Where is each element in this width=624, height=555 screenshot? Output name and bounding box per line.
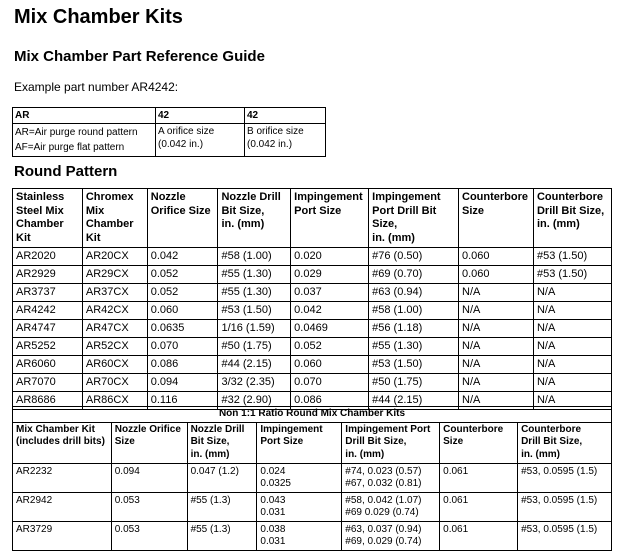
table-cell: AR47CX — [82, 320, 147, 338]
table-cell — [187, 463, 257, 492]
table-cell: N/A — [459, 392, 534, 410]
reference-header-row — [13, 108, 326, 124]
reference-header-a: 42 — [156, 108, 245, 124]
table-cell: N/A — [533, 392, 611, 410]
non-ratio-table-title: Non 1:1 Ratio Round Mix Chamber Kits — [13, 407, 612, 423]
table-cell: 0.020 — [291, 248, 369, 266]
table-cell: 0.060 — [147, 302, 218, 320]
table-cell: #53 (1.50) — [533, 266, 611, 284]
table-cell: 0.042 — [147, 248, 218, 266]
column-header-line: Port Drill Bit — [372, 204, 437, 217]
column-header-line: Mix — [85, 204, 105, 217]
round-table-body — [13, 248, 612, 410]
table-cell: 0.042 — [291, 302, 369, 320]
column-header-line: Nozzle — [150, 191, 186, 203]
table-cell: N/A — [459, 302, 534, 320]
table-cell: AR70CX — [82, 374, 147, 392]
reference-row — [13, 124, 326, 157]
column-header — [518, 422, 612, 463]
column-header-line: (includes drill bits) — [16, 436, 105, 447]
table-cell: N/A — [459, 320, 534, 338]
table-cell: AR86CX — [82, 392, 147, 410]
table-cell-line: 0.031 — [260, 507, 286, 518]
table-cell: N/A — [459, 284, 534, 302]
table-cell: AR2020 — [13, 248, 83, 266]
column-header-line: in. (mm) — [372, 231, 415, 244]
column-header-line: Counterbore — [536, 191, 603, 203]
column-header — [13, 189, 83, 248]
table-cell: #76 (0.50) — [369, 248, 459, 266]
table-row — [13, 374, 612, 392]
table-cell: #58 (1.00) — [369, 302, 459, 320]
table-cell — [440, 463, 518, 492]
round-header-row — [13, 189, 612, 248]
column-header-line: Nozzle Drill — [190, 423, 245, 435]
table-cell: #55 (1.30) — [218, 284, 291, 302]
column-header-line: in. (mm) — [521, 448, 560, 460]
table-cell-line: 0.053 — [114, 523, 140, 535]
table-cell-line: #55 (1.3) — [190, 494, 231, 506]
reference-a-line: (0.042 in.) — [158, 139, 204, 150]
column-header — [218, 189, 291, 248]
table-cell-line: #63, 0.037 (0.94) — [345, 523, 422, 535]
table-cell: 3/32 (2.35) — [218, 374, 291, 392]
column-header — [111, 422, 187, 463]
table-cell: 0.086 — [147, 356, 218, 374]
table-cell: 0.060 — [291, 356, 369, 374]
table-cell — [342, 463, 440, 492]
table-cell: AR20CX — [82, 248, 147, 266]
table-cell: N/A — [533, 302, 611, 320]
table-cell: #53 (1.50) — [533, 248, 611, 266]
column-header — [257, 422, 342, 463]
table-cell: N/A — [459, 374, 534, 392]
table-cell — [187, 492, 257, 521]
round-pattern-heading: Round Pattern — [14, 163, 118, 180]
table-cell-line: AR2942 — [16, 494, 53, 506]
table-cell: #44 (2.15) — [218, 356, 291, 374]
table-cell: #53 (1.50) — [218, 302, 291, 320]
column-header — [187, 422, 257, 463]
table-cell — [111, 492, 187, 521]
table-cell: AR4747 — [13, 320, 83, 338]
table-cell-line: #67, 0.032 (0.81) — [345, 478, 422, 489]
table-cell: 0.060 — [459, 266, 534, 284]
table-cell — [342, 521, 440, 550]
reference-a-cell — [156, 124, 245, 157]
column-header-line: in. (mm) — [536, 218, 580, 230]
table-cell: 0.070 — [291, 374, 369, 392]
table-row — [13, 463, 612, 492]
column-header — [342, 422, 440, 463]
column-header-line: Drill Bit Size, — [521, 436, 583, 447]
table-row — [13, 302, 612, 320]
reference-prefix-cell — [13, 124, 156, 157]
table-cell: #55 (1.30) — [369, 338, 459, 356]
table-cell: AR4242 — [13, 302, 83, 320]
reference-header-b: 42 — [245, 108, 326, 124]
column-header-line: Impingement — [372, 191, 441, 203]
reference-b-line: B orifice size — [247, 126, 304, 137]
table-row — [13, 320, 612, 338]
table-cell: #53 (1.50) — [369, 356, 459, 374]
section-title: Mix Chamber Part Reference Guide — [14, 48, 265, 65]
table-cell-line: AR2232 — [16, 465, 53, 477]
column-header-line: in. (mm) — [221, 218, 265, 230]
table-cell — [187, 521, 257, 550]
column-header-line: Steel Mix — [16, 204, 64, 217]
table-cell-line: #58, 0.042 (1.07) — [345, 494, 422, 506]
table-cell-line: #74, 0.023 (0.57) — [345, 465, 422, 477]
table-cell-line: 0.031 — [260, 536, 286, 547]
column-header — [13, 422, 112, 463]
column-header-line: Port Size — [294, 204, 342, 217]
column-header-line: Port Size — [260, 436, 304, 447]
table-cell — [518, 463, 612, 492]
table-cell: N/A — [533, 356, 611, 374]
table-cell — [440, 521, 518, 550]
column-header-line: Impingement — [294, 191, 363, 203]
table-cell-line: 0.061 — [443, 494, 469, 506]
table-cell — [111, 521, 187, 550]
column-header-line: Kit — [16, 231, 31, 244]
column-header-line: Impingement — [260, 423, 323, 435]
column-header-line: Counterbore — [443, 423, 504, 435]
column-header-line: Bit Size, — [190, 436, 230, 447]
column-header — [459, 189, 534, 248]
table-cell: 0.052 — [291, 338, 369, 356]
table-cell: #50 (1.75) — [218, 338, 291, 356]
table-cell — [342, 492, 440, 521]
table-cell — [13, 521, 112, 550]
table-row — [13, 521, 612, 550]
reference-b-cell — [245, 124, 326, 157]
column-header-line: Impingement Port — [345, 423, 431, 435]
table-cell-line: 0.094 — [114, 465, 140, 477]
table-cell: 0.029 — [291, 266, 369, 284]
table-cell — [518, 521, 612, 550]
table-cell: 0.0635 — [147, 320, 218, 338]
column-header-line: Drill Bit Size, — [536, 204, 605, 217]
column-header-line: Chamber — [16, 218, 64, 230]
table-row — [13, 248, 612, 266]
table-cell-line: 0.043 — [260, 494, 286, 506]
column-header-line: in. (mm) — [345, 448, 385, 460]
table-cell: AR29CX — [82, 266, 147, 284]
example-text: Example part number AR4242: — [14, 80, 179, 94]
table-cell — [518, 492, 612, 521]
column-header-line: Nozzle Drill — [221, 191, 281, 203]
reference-b-line: (0.042 in.) — [247, 139, 293, 150]
column-header-line: Orifice Size — [150, 204, 211, 217]
table-cell: AR52CX — [82, 338, 147, 356]
table-cell: #55 (1.30) — [218, 266, 291, 284]
table-cell-line: 0.047 (1.2) — [190, 465, 239, 477]
table-cell-line: 0.061 — [443, 523, 469, 535]
column-header-line: Counterbore — [521, 423, 582, 435]
table-cell — [13, 492, 112, 521]
table-cell: #50 (1.75) — [369, 374, 459, 392]
table-cell: #56 (1.18) — [369, 320, 459, 338]
column-header-line: Size — [462, 204, 485, 217]
table-cell: #58 (1.00) — [218, 248, 291, 266]
table-cell — [257, 521, 342, 550]
part-reference-table — [12, 107, 326, 157]
column-header-line: Drill Bit Size, — [345, 436, 407, 447]
column-header-line: Nozzle Orifice — [114, 423, 181, 435]
table-row — [13, 356, 612, 374]
table-row — [13, 284, 612, 302]
table-cell: N/A — [533, 284, 611, 302]
table-cell: #69 (0.70) — [369, 266, 459, 284]
column-header-line: Mix Chamber Kit — [16, 423, 95, 435]
table-cell-line: #69 0.029 (0.74) — [345, 507, 419, 518]
column-header-line: Bit Size, — [221, 204, 265, 217]
table-row — [13, 338, 612, 356]
table-cell-line: #53, 0.0595 (1.5) — [521, 523, 598, 535]
table-cell-line: #55 (1.3) — [190, 523, 231, 535]
table-cell: #63 (0.94) — [369, 284, 459, 302]
table-cell: AR37CX — [82, 284, 147, 302]
table-cell: AR2929 — [13, 266, 83, 284]
table-cell: 0.070 — [147, 338, 218, 356]
reference-a-line: A orifice size — [158, 126, 215, 137]
column-header-line: in. (mm) — [190, 448, 230, 460]
table-cell-line: 0.061 — [443, 465, 469, 477]
column-header — [440, 422, 518, 463]
column-header-line: Chromex — [85, 191, 134, 203]
table-cell: 0.037 — [291, 284, 369, 302]
table-cell: 1/16 (1.59) — [218, 320, 291, 338]
table-cell — [13, 463, 112, 492]
column-header-line: Chamber — [85, 218, 134, 230]
table-row — [13, 266, 612, 284]
reference-prefix-line: AF=Air purge flat pattern — [15, 142, 125, 153]
table-row — [13, 492, 612, 521]
reference-prefix-line: AR=Air purge round pattern — [15, 127, 138, 138]
non-ratio-table-body — [13, 463, 612, 550]
table-cell: N/A — [533, 374, 611, 392]
table-cell — [257, 463, 342, 492]
non-ratio-table — [12, 406, 612, 551]
round-pattern-table — [12, 188, 612, 410]
column-header — [533, 189, 611, 248]
table-cell: AR3737 — [13, 284, 83, 302]
column-header — [291, 189, 369, 248]
table-cell: AR7070 — [13, 374, 83, 392]
page-title: Mix Chamber Kits — [14, 6, 183, 28]
non-ratio-title-row — [13, 407, 612, 423]
table-cell: 0.060 — [459, 248, 534, 266]
column-header-line: Counterbore — [462, 191, 528, 203]
table-cell-line: 0.0325 — [260, 478, 291, 489]
table-cell: AR5252 — [13, 338, 83, 356]
column-header-line: Size — [114, 436, 135, 447]
table-cell: 0.116 — [147, 392, 218, 410]
table-cell: AR6060 — [13, 356, 83, 374]
table-cell: AR8686 — [13, 392, 83, 410]
table-cell: 0.094 — [147, 374, 218, 392]
column-header — [82, 189, 147, 248]
table-cell-line: 0.038 — [260, 523, 286, 535]
table-cell — [111, 463, 187, 492]
table-cell-line: #69, 0.029 (0.74) — [345, 536, 422, 547]
column-header-line: Stainless — [16, 191, 65, 203]
table-cell: #32 (2.90) — [218, 392, 291, 410]
table-cell: AR42CX — [82, 302, 147, 320]
table-cell: N/A — [459, 356, 534, 374]
table-cell: 0.0469 — [291, 320, 369, 338]
table-cell-line: 0.053 — [114, 494, 140, 506]
table-cell: N/A — [533, 338, 611, 356]
table-cell: 0.052 — [147, 266, 218, 284]
table-cell: 0.052 — [147, 284, 218, 302]
column-header-line: Size, — [372, 218, 398, 230]
table-cell: #44 (2.15) — [369, 392, 459, 410]
table-cell: N/A — [459, 338, 534, 356]
column-header — [369, 189, 459, 248]
reference-header-prefix: AR — [13, 108, 156, 124]
non-ratio-header-row — [13, 422, 612, 463]
table-cell: 0.086 — [291, 392, 369, 410]
table-cell — [257, 492, 342, 521]
column-header-line: Kit — [85, 231, 101, 244]
table-cell-line: 0.024 — [260, 465, 286, 477]
column-header — [147, 189, 218, 248]
table-cell: AR60CX — [82, 356, 147, 374]
table-cell: N/A — [533, 320, 611, 338]
table-cell-line: AR3729 — [16, 523, 53, 535]
table-cell-line: #53, 0.0595 (1.5) — [521, 494, 598, 506]
table-cell — [440, 492, 518, 521]
table-cell-line: #53, 0.0595 (1.5) — [521, 465, 598, 477]
column-header-line: Size — [443, 436, 464, 447]
